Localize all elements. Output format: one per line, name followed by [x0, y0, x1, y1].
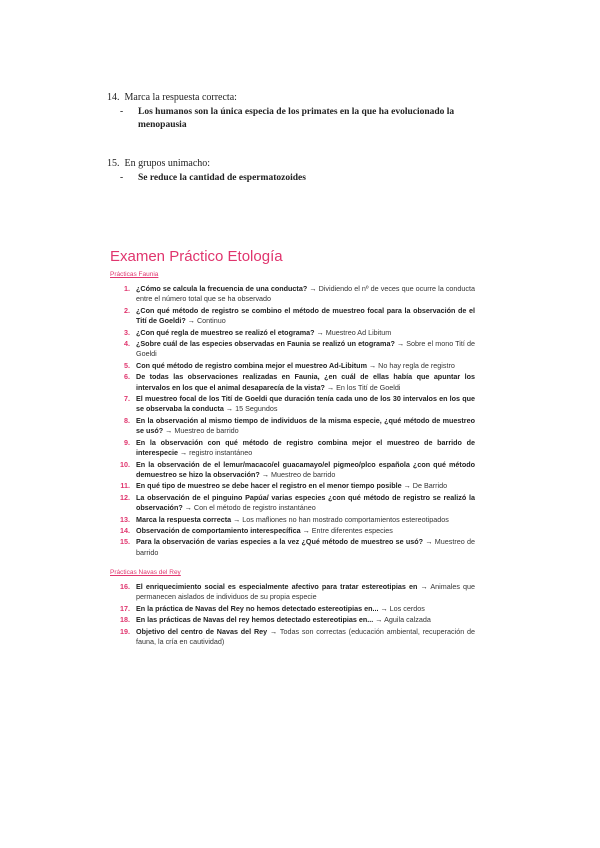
arrow-icon: →: [261, 469, 270, 479]
list-item: [110, 481, 475, 491]
answer-text: Se reduce la cantidad de espermatozoides: [138, 173, 306, 183]
exam-title: Examen Práctico Etología: [110, 248, 283, 265]
question-text: ¿Cómo se calcula la frecuencia de una conducta?: [136, 284, 308, 293]
section-heading-navas: Prácticas Navas del Rey: [110, 569, 181, 576]
question-text: En la observación al mismo tiempo de individuos de la misma especie, ¿qué método de muestreo se usó?: [136, 415, 475, 436]
list-item: [110, 328, 475, 338]
arrow-icon: →: [179, 448, 188, 458]
item-body: [136, 284, 475, 305]
arrow-icon: →: [375, 615, 383, 625]
faunia-question-list: [110, 284, 475, 559]
section-heading-faunia: Prácticas Faunia: [110, 271, 159, 278]
list-item: [110, 394, 475, 415]
list-item: [110, 493, 475, 514]
item-number: 14.: [120, 525, 130, 535]
question-text: En la práctica de Navas del Rey no hemos detectado estereotipias en...: [136, 603, 379, 613]
arrow-icon: →: [326, 382, 335, 392]
item-body: [136, 460, 475, 481]
list-item: [110, 537, 475, 558]
list-item: [110, 604, 475, 614]
answer-text: Muestreo de barrido: [136, 537, 476, 557]
list-item: [110, 372, 475, 393]
item-body: [136, 438, 475, 459]
answer-text: Entre diferentes especies: [311, 525, 393, 535]
arrow-icon: →: [420, 582, 428, 591]
question-text: De todas las observaciones realizadas en Faunia, ¿en cuál de ellas había que apuntar los intervalos en los que el animal desaparecía de la vista?: [136, 372, 475, 392]
question-text: En la observación con qué método de registro combina mejor el muestreo de barrido de interespecie: [136, 437, 475, 458]
item-number: 18.: [120, 615, 130, 625]
item-body: [136, 493, 475, 514]
question-text: En la observación de el lemur/macaco/el guacamayo/el pigmeo/plco española ¿con qué método demuestreo se hizo la observación?: [136, 459, 475, 479]
answer-text: 15 Segundos: [235, 404, 278, 414]
item-number: 15.: [120, 537, 130, 547]
item-body: [136, 416, 475, 437]
list-item: [110, 627, 475, 648]
question-text: Con qué método de registro combina mejor el muestreo Ad-Libitum: [136, 360, 367, 370]
arrow-icon: →: [316, 327, 324, 337]
list-item: [110, 526, 475, 536]
arrow-icon: →: [302, 525, 310, 535]
list-item: [110, 460, 475, 481]
item-number: 3.: [124, 327, 130, 337]
list-item: [110, 615, 475, 625]
question-text: ¿Con qué regla de muestreo se realizó el etograma?: [136, 327, 315, 337]
item-number: 19.: [120, 626, 130, 636]
dash-bullet: -: [120, 107, 124, 117]
question-15: [107, 158, 485, 185]
answer-text: Los cerdos: [389, 603, 425, 613]
navas-question-list: [110, 582, 475, 648]
question-text: En las prácticas de Navas del rey hemos detectado estereotipias en...: [136, 615, 374, 625]
answer-text: No hay regla de registro: [378, 360, 455, 370]
item-number: 2.: [124, 305, 130, 315]
question-prompt: Marca la respuesta correcta:: [124, 92, 237, 103]
question-text: ¿Sobre cuál de las especies observadas en Faunia se realizó un etograma?: [136, 339, 395, 349]
dash-bullet: -: [120, 173, 124, 183]
arrow-icon: →: [187, 316, 195, 326]
item-body: [136, 515, 475, 525]
answer-line: [120, 172, 485, 185]
answer-text: Aguila calzada: [384, 615, 431, 625]
item-number: 17.: [120, 603, 130, 613]
answer-text: Muestreo Ad Libitum: [325, 327, 392, 337]
item-body: [136, 604, 475, 614]
question-text: Para la observación de varias especies a la vez ¿Qué método de muestreo se usó?: [136, 537, 424, 547]
question-text: La observación de el pinguino Papúa/ varias especies ¿con qué método de registro se realizó la observación?: [136, 492, 475, 513]
answer-text: Con el método de registro instantáneo: [193, 503, 316, 513]
arrow-icon: →: [425, 537, 433, 547]
answer-text: Dividiendo el nº de veces que ocurre la conducta entre el número total que se ha observado: [136, 284, 475, 304]
arrow-icon: →: [380, 603, 388, 613]
arrow-icon: →: [309, 284, 317, 293]
item-body: [136, 615, 475, 625]
answer-text: Los mafliones no han mostrado comportamientos estereotipados: [242, 514, 449, 524]
list-item: [110, 306, 475, 327]
answer-text: Todas son correctas (educación ambiental, recuperación de fauna, la cría en cautividad): [136, 626, 476, 647]
item-body: [136, 481, 475, 491]
item-body: [136, 582, 475, 603]
list-item: [110, 339, 475, 360]
item-number: 13.: [120, 514, 130, 524]
question-prompt: En grupos unimacho:: [124, 158, 211, 169]
item-number: 6.: [124, 372, 130, 382]
item-number: 1.: [124, 284, 130, 293]
item-number: 7.: [124, 394, 130, 404]
item-body: [136, 306, 475, 327]
answer-text: Los humanos son la única especia de los primates en la que ha evolucionado la menopausia: [138, 107, 455, 130]
answer-text: Continuo: [196, 316, 226, 326]
item-body: [136, 339, 475, 360]
answer-text: Sobre el mono Tití de Goeldi: [136, 339, 475, 359]
question-number: 15.: [107, 158, 120, 169]
arrow-icon: →: [233, 514, 241, 524]
question-number: 14.: [107, 92, 120, 103]
answer-line: [120, 106, 485, 132]
item-number: 11.: [120, 481, 130, 491]
arrow-icon: →: [403, 481, 411, 491]
answer-text: En los Tití de Goeldi: [336, 382, 401, 392]
answer-text: Animales que permanecen aislados de individuos de su propia especie: [136, 582, 475, 602]
answer-text: De Barrido: [412, 481, 448, 491]
arrow-icon: →: [184, 503, 192, 513]
question-text: Observación de comportamiento interespecífica: [136, 525, 301, 535]
arrow-icon: →: [165, 426, 173, 436]
item-number: 5.: [124, 360, 130, 370]
item-number: 8.: [124, 415, 130, 425]
item-body: [136, 372, 475, 393]
answer-text: registro instantáneo: [189, 448, 253, 458]
list-item: [110, 438, 475, 459]
question-text: En qué tipo de muestreo se debe hacer el registro en el menor tiempo posible: [136, 481, 402, 491]
question-text: El enriquecimiento social es especialmente afectivo para tratar estereotipias en: [136, 582, 418, 591]
answer-text: Muestreo de barrido: [271, 469, 336, 479]
question-text: ¿Con qué método de registro se combino el método de muestreo focal para la observación de el Tití de Goeldi?: [136, 305, 475, 326]
item-number: 12.: [120, 492, 130, 502]
question-text: Marca la respuesta correcta: [136, 514, 232, 524]
item-body: [136, 394, 475, 415]
answer-text: Muestreo de barrido: [174, 426, 239, 436]
item-number: 10.: [120, 459, 130, 469]
item-number: 4.: [124, 339, 130, 349]
list-item: [110, 582, 475, 603]
question-text: El muestreo focal de los Tití de Goeldi que duración tenía cada uno de los 30 intervalos en los que se observaba la conducta: [136, 394, 475, 414]
arrow-icon: →: [225, 404, 234, 414]
item-body: [136, 361, 475, 371]
list-item: [110, 361, 475, 371]
arrow-icon: →: [368, 360, 377, 370]
question-text: Objetivo del centro de Navas del Rey: [136, 626, 268, 636]
list-item: [110, 284, 475, 305]
arrow-icon: →: [270, 626, 278, 636]
item-body: [136, 627, 475, 648]
list-item: [110, 515, 475, 525]
item-number: 9.: [124, 437, 130, 447]
item-body: [136, 537, 475, 558]
item-body: [136, 328, 475, 338]
list-item: [110, 416, 475, 437]
arrow-icon: →: [396, 339, 405, 349]
question-14: [107, 92, 485, 132]
item-number: 16.: [120, 582, 130, 591]
item-body: [136, 526, 475, 536]
